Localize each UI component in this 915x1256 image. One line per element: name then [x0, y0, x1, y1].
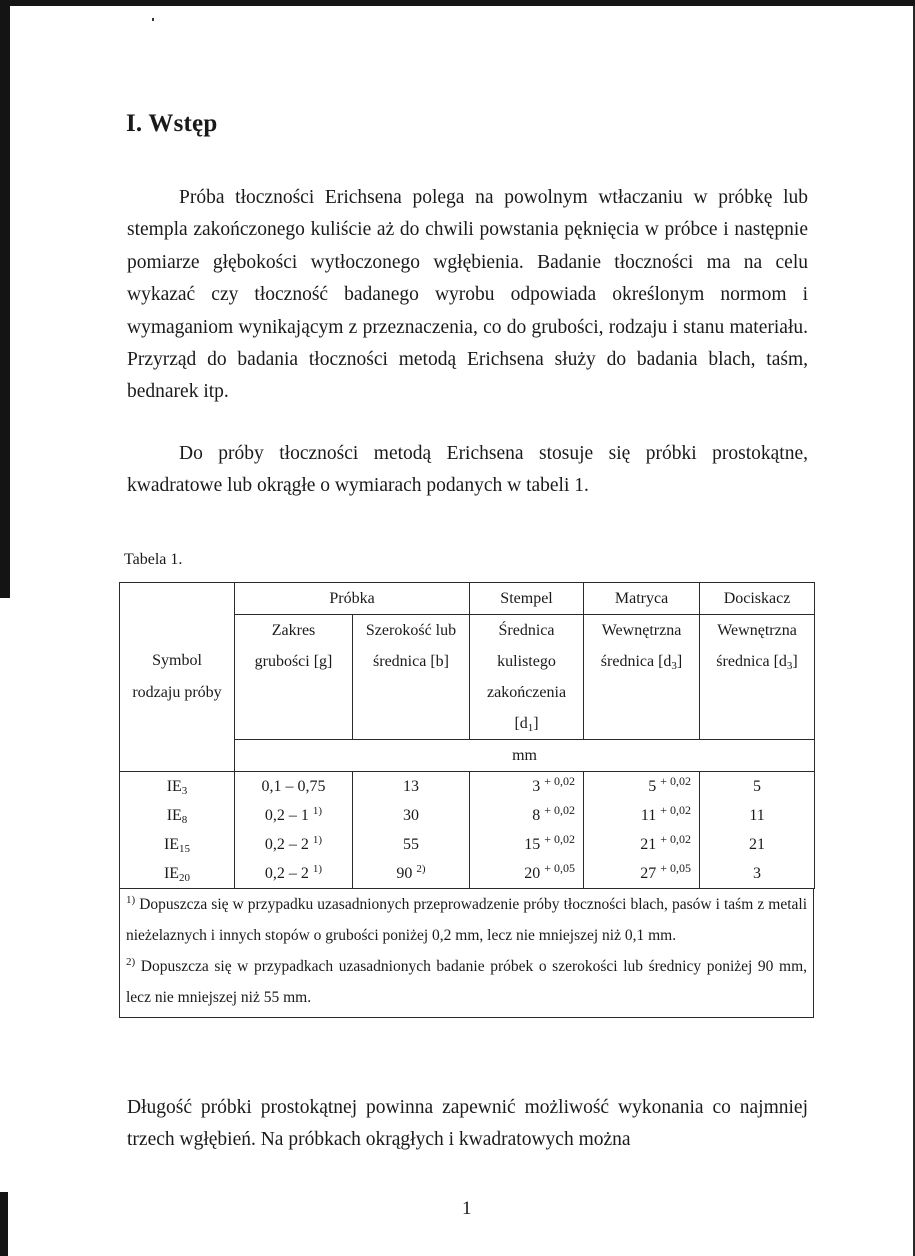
header-stempel: Stempel	[470, 583, 584, 615]
table-caption: Tabela 1.	[124, 551, 183, 568]
header-szerokosc: Szerokość lub średnica [b]	[353, 615, 470, 740]
header-dociskacz-srednica: Wewnętrzna średnica $[d_3]$	[700, 615, 815, 740]
header-zakres: Zakres grubości [g]	[235, 615, 353, 740]
table-row: $IE_{15}$ 0,2 – 2 $^{1)}$ 55 15 $^{+ 0,02}$ 21 $^{+ 0,02}$ 21	[120, 830, 815, 859]
header-matryca: Matryca	[584, 583, 700, 615]
footnote-2: $^{2)}$ Dopuszcza się w przypadkach uzasadnionych badanie próbek o szerokości lub średnicy poniżej 90 mm, lecz nie mniejszej niż 55 mm.	[126, 956, 807, 1006]
table-footnotes	[119, 889, 814, 1018]
page-number: 1	[462, 1198, 472, 1219]
paragraph-intro: Próba tłoczności Erichsena polega na powolnym wtłaczaniu w próbkę lub stempla zakończonego kuliście aż do chwili powstania pęknięcia w próbce i następnie pomiarze głębokości wytłoczonego wgłębienia. Badanie tłoczności ma na celu wykazać czy tłoczność badanego wyrobu odpowiada określonym normom i wymaganiom wynikającym z przeznaczenia, co do grubości, rodzaju i stanu materiału. Przyrząd do badania tłoczności metodą Erichsena służy do badania blach, taśm, bednarek itp.	[127, 187, 808, 403]
header-symbol: Symbol rodzaju próby	[120, 583, 235, 772]
header-dociskacz: Dociskacz	[700, 583, 815, 615]
scan-edge-left-bottom	[0, 1192, 8, 1256]
header-srednica-kulistego: Średnica kulistego zakończenia $[d_1]$	[470, 615, 584, 740]
paragraph-samples: Do próby tłoczności metodą Erichsena stosuje się próbki prostokątne, kwadratowe lub okrągłe o wymiarach podanych w tabeli 1.	[127, 443, 808, 497]
section-heading: I. Wstęp	[126, 110, 218, 137]
header-unit: mm	[235, 740, 815, 772]
table-row: $IE_3$ 0,1 – 0,75 13 3 $^{+ 0,02}$ 5 $^{+ 0,02}$ 5	[120, 772, 815, 802]
table-row: $IE_{20}$ 0,2 – 2 $^{1)}$ 90 $^{2)}$ 20 $^{+ 0,05}$ 27 $^{+ 0,05}$ 3	[120, 859, 815, 889]
footnote-1: $^{1)}$ Dopuszcza się w przypadku uzasadnionych przeprowadzenie próby tłoczności blach, pasów i taśm z metali nieżelaznych i innych stopów o grubości poniżej 0,2 mm, lecz nie mniejszej niż 0,1 mm.	[126, 894, 808, 944]
table-1	[119, 582, 814, 1018]
table-row: $IE_8$ 0,2 – 1 $^{1)}$ 30 8 $^{+ 0,02}$ 11 $^{+ 0,02}$ 11	[120, 801, 815, 830]
scan-edge-left	[0, 6, 10, 598]
scan-edge-top	[0, 0, 915, 6]
header-matryca-srednica: Wewnętrzna średnica $[d_3]$	[584, 615, 700, 740]
paragraph-length: Długość próbki prostokątnej powinna zapewnić możliwość wykonania co najmniej trzech wgłębień. Na próbkach okrągłych i kwadratowych można	[127, 1097, 808, 1151]
scan-speck	[152, 18, 154, 21]
header-probka: Próbka	[235, 583, 470, 615]
